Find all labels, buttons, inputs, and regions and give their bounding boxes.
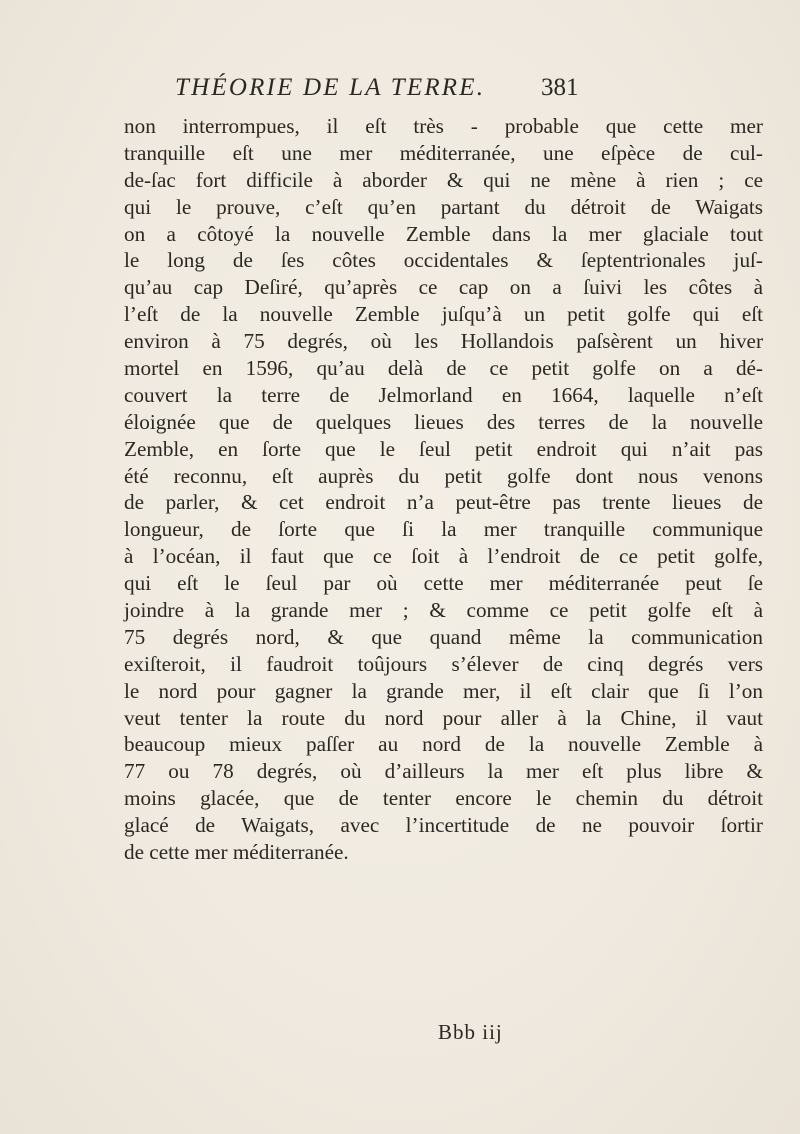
text-line: été reconnu, eſt auprès du petit golfe dont nous venons (124, 463, 763, 488)
page-number: 381 (541, 74, 579, 101)
page-header (175, 74, 735, 114)
text-line: longueur, de ſorte que ſi la mer tranquille communique (124, 517, 763, 542)
text-line: glacé de Waigats, avec l’incertitude de ne pouvoir ſortir (124, 813, 763, 838)
text-line: à l’océan, il faut que ce ſoit à l’endroit de ce petit golfe, (124, 544, 763, 569)
text-line: le nord pour gagner la grande mer, il eſt clair que ſi l’on (124, 678, 763, 703)
text-line: qu’au cap Deſiré, qu’après ce cap on a ſuivi les côtes à (124, 275, 763, 300)
text-line: environ à 75 degrés, où les Hollandois paſsèrent un hiver (124, 329, 763, 354)
text-line: on a côtoyé la nouvelle Zemble dans la mer glaciale tout (124, 221, 763, 246)
text-line: Zemble, en ſorte que le ſeul petit endroit qui n’ait pas (124, 436, 763, 461)
text-line: de parler, & cet endroit n’a peut-être pas trente lieues de (124, 490, 763, 515)
text-line: beaucoup mieux paſſer au nord de la nouvelle Zemble à (124, 732, 763, 757)
text-line: qui le prouve, c’eſt qu’en partant du détroit de Waigats (124, 194, 763, 219)
text-line-last: de cette mer méditerranée. (124, 840, 349, 865)
text-line: tranquille eſt une mer méditerranée, une eſpèce de cul- (124, 140, 763, 165)
text-line: 77 ou 78 degrés, où d’ailleurs la mer eſt plus libre & (124, 759, 763, 784)
text-line: de-ſac fort difficile à aborder & qui ne mène à rien ; ce (124, 167, 763, 192)
text-line: veut tenter la route du nord pour aller à la Chine, il vaut (124, 705, 763, 730)
text-line: moins glacée, que de tenter encore le chemin du détroit (124, 786, 763, 811)
text-line: joindre à la grande mer ; & comme ce petit golfe eſt à (124, 598, 763, 623)
text-line: couvert la terre de Jelmorland en 1664, laquelle n’eſt (124, 382, 763, 407)
body-text (124, 113, 764, 866)
text-line: le long de ſes côtes occidentales & ſeptentrionales juſ- (124, 248, 763, 273)
text-line: mortel en 1596, qu’au delà de ce petit golfe on a dé- (124, 356, 763, 381)
text-line: 75 degrés nord, & que quand même la communication (124, 624, 763, 649)
text-line: l’eſt de la nouvelle Zemble juſqu’à un petit golfe qui eſt (124, 302, 763, 327)
running-title: THÉORIE DE LA TERRE. (175, 74, 486, 101)
text-line: éloignée que de quelques lieues des terres de la nouvelle (124, 409, 763, 434)
text-line: exiſteroit, il faudroit toûjours s’élever de cinq degrés vers (124, 651, 763, 676)
signature-mark: Bbb iij (438, 1020, 503, 1044)
text-line: non interrompues, il eſt très - probable que cette mer (124, 114, 763, 138)
text-line: qui eſt le ſeul par où cette mer méditerranée peut ſe (124, 571, 763, 596)
